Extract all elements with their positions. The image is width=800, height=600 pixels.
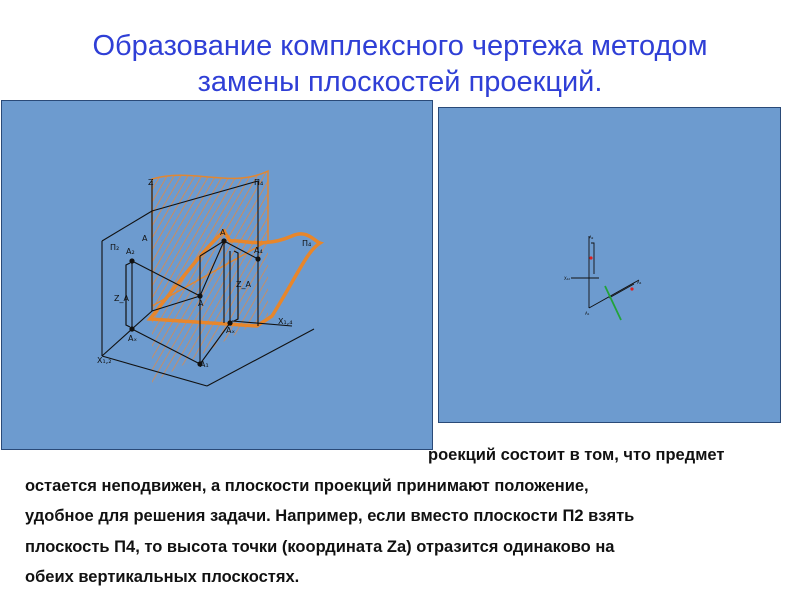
za-label: Z_A <box>114 294 129 303</box>
plane-p2-label: Π₂ <box>110 243 120 252</box>
plane-p4-label: Π₄ <box>302 239 312 248</box>
point-a1-label: A₁ <box>200 360 209 369</box>
title-line-2: замены плоскостей проекций. <box>197 66 603 98</box>
point-a-center-label: A <box>198 299 204 308</box>
point-ax-label: Aₓ <box>128 334 138 343</box>
axis-x14-label: X₁,₄ <box>278 317 293 326</box>
point-a4-label: A₄ <box>637 280 642 285</box>
point-a2-label: A₂ <box>589 235 594 240</box>
axis-x12-label: X₁,₂ <box>97 356 112 365</box>
left-figure-panel <box>1 100 433 450</box>
axis-z-label: Z <box>148 178 154 187</box>
title-line-1: Образование комплексного чертежа методом <box>92 30 708 62</box>
paragraph-line-5: обеих вертикальных плоскостях. <box>25 568 300 586</box>
point-a2-label: A₂ <box>126 247 135 256</box>
plane-p4-label-top: Π₄ <box>254 178 264 187</box>
right-figure-panel <box>438 107 781 423</box>
axis-x-label: X₁₂ <box>564 276 570 281</box>
za-label-2: Z_A <box>236 280 251 289</box>
paragraph-line-3: удобное для решения задачи. Например, если вместо плоскости П2 взять <box>25 507 635 525</box>
point-ax-label-2: Aₓ <box>226 326 236 335</box>
slide-title <box>0 28 800 100</box>
point-a1-label: A₁ <box>585 311 590 316</box>
paragraph-line-2: остается неподвижен, а плоскости проекций принимают положение, <box>25 476 589 495</box>
slide-paragraph <box>25 440 785 593</box>
paragraph-line-1: роекций состоит в том, что предмет <box>428 446 725 464</box>
complex-drawing-diagram <box>439 108 780 422</box>
paragraph-line-4: плоскость П4, то высота точки (координата Za) отразится одинаково на <box>25 537 615 556</box>
projection-3d-diagram <box>2 101 432 449</box>
point-a-label: A <box>220 228 226 237</box>
point-a-top-label: A <box>142 234 148 243</box>
point-a4-label: A₄ <box>254 246 263 255</box>
